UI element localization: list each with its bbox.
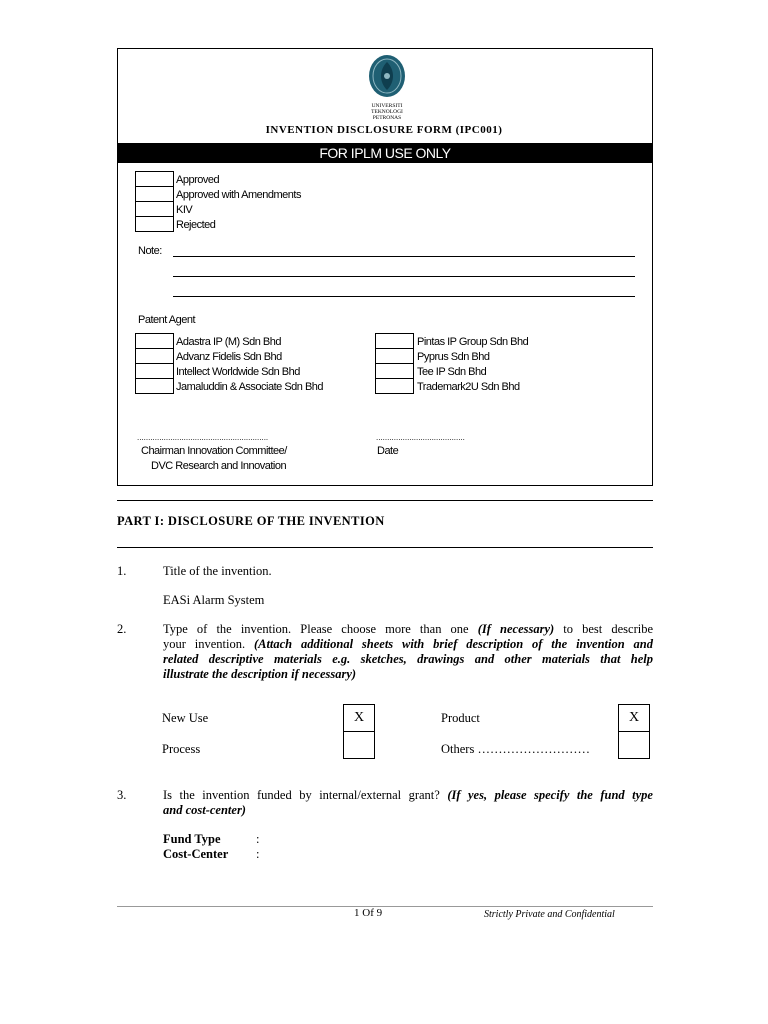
agent-right-4: Trademark2U Sdn Bhd <box>417 381 520 393</box>
note-line-2[interactable] <box>173 276 635 277</box>
option-process-box[interactable] <box>343 731 375 759</box>
checkbox-agent-left-4[interactable] <box>135 378 174 394</box>
q2-line-2a: your invention. <box>163 637 254 651</box>
option-product-label: Product <box>441 711 480 725</box>
footer-confidential: Strictly Private and Confidential <box>484 909 615 920</box>
status-label-approved-amendments: Approved with Amendments <box>176 189 301 201</box>
fund-type-colon: : <box>256 832 260 846</box>
q2-line-1 <box>163 622 653 637</box>
q1-number: 1. <box>117 564 127 578</box>
status-label-rejected: Rejected <box>176 219 216 231</box>
q3-line-1a: Is the invention funded by internal/external grant? <box>163 788 448 802</box>
option-others-box[interactable] <box>618 731 650 759</box>
checkbox-rejected[interactable] <box>135 216 174 232</box>
university-logo <box>367 54 407 122</box>
q3-line-1b: (If yes, please specify the fund type <box>447 788 653 802</box>
q1-answer[interactable]: EASi Alarm System <box>163 593 265 607</box>
logo-text: UNIVERSITI TEKNOLOGI PETRONAS <box>371 103 403 121</box>
status-label-approved: Approved <box>176 174 220 186</box>
q2-line-1c: to best describe <box>554 622 653 636</box>
patent-agent-heading: Patent Agent <box>138 314 195 326</box>
checkbox-agent-right-3[interactable] <box>375 363 414 379</box>
banner-for-iplm: FOR IPLM USE ONLY <box>117 143 653 163</box>
date-label: Date <box>377 445 399 457</box>
q2-line-3: related descriptive materials e.g. sketches, drawings and other materials that help <box>163 652 653 666</box>
checkbox-agent-right-1[interactable] <box>375 333 414 349</box>
option-new-use-label: New Use <box>162 711 209 725</box>
dvc-label: DVC Research and Innovation <box>151 460 287 472</box>
q1-text: Title of the invention. <box>163 564 272 578</box>
option-new-use-box[interactable]: X <box>343 704 375 732</box>
q2-number: 2. <box>117 622 127 636</box>
cost-center-label: Cost-Center <box>163 847 229 861</box>
cost-center-colon: : <box>256 847 260 861</box>
q3-line-1 <box>163 788 653 803</box>
chairman-label: Chairman Innovation Committee/ <box>141 445 287 457</box>
q2-line-2 <box>163 637 653 652</box>
option-process-label: Process <box>162 742 201 756</box>
checkbox-agent-right-2[interactable] <box>375 348 414 364</box>
note-label: Note: <box>138 245 162 257</box>
note-line-1[interactable] <box>173 256 635 257</box>
agent-left-1: Adastra IP (M) Sdn Bhd <box>176 336 281 348</box>
part1-heading: PART I: DISCLOSURE OF THE INVENTION <box>117 514 385 528</box>
q3-line-2: and cost-center) <box>163 803 246 817</box>
agent-right-2: Pyprus Sdn Bhd <box>417 351 490 363</box>
agent-left-3: Intellect Worldwide Sdn Bhd <box>176 366 300 378</box>
signature-dots-left[interactable]: ........................................................... <box>137 433 269 442</box>
part1-rule-bottom <box>117 547 653 548</box>
checkbox-agent-left-2[interactable] <box>135 348 174 364</box>
fund-type-label: Fund Type <box>163 832 221 846</box>
q2-if-necessary: (If necessary) <box>477 622 555 636</box>
note-line-3[interactable] <box>173 296 635 297</box>
q3-number: 3. <box>117 788 127 802</box>
agent-right-3: Tee IP Sdn Bhd <box>417 366 487 378</box>
agent-right-1: Pintas IP Group Sdn Bhd <box>417 336 529 348</box>
status-label-kiv: KIV <box>176 204 193 216</box>
q2-line-2b: (Attach additional sheets with brief description of the invention and <box>253 637 653 651</box>
logo-emblem-icon <box>367 54 407 98</box>
checkbox-agent-left-3[interactable] <box>135 363 174 379</box>
part1-rule-top <box>117 500 653 501</box>
checkbox-approved-amendments[interactable] <box>135 186 174 202</box>
option-product-box[interactable]: X <box>618 704 650 732</box>
agent-left-4: Jamaluddin & Associate Sdn Bhd <box>176 381 324 393</box>
form-title: INVENTION DISCLOSURE FORM (IPC001) <box>265 124 503 136</box>
q2-line-4: illustrate the description if necessary) <box>163 667 357 681</box>
signature-dots-right[interactable]: ........................................ <box>376 433 465 442</box>
agent-left-2: Advanz Fidelis Sdn Bhd <box>176 351 282 363</box>
q2-line-1a: Type of the invention. Please choose more than one <box>163 622 478 636</box>
checkbox-agent-right-4[interactable] <box>375 378 414 394</box>
checkbox-kiv[interactable] <box>135 201 174 217</box>
option-others-label: Others ……………………… <box>441 742 590 756</box>
checkbox-agent-left-1[interactable] <box>135 333 174 349</box>
footer-page: 1 Of 9 <box>354 907 383 919</box>
checkbox-approved[interactable] <box>135 171 174 187</box>
